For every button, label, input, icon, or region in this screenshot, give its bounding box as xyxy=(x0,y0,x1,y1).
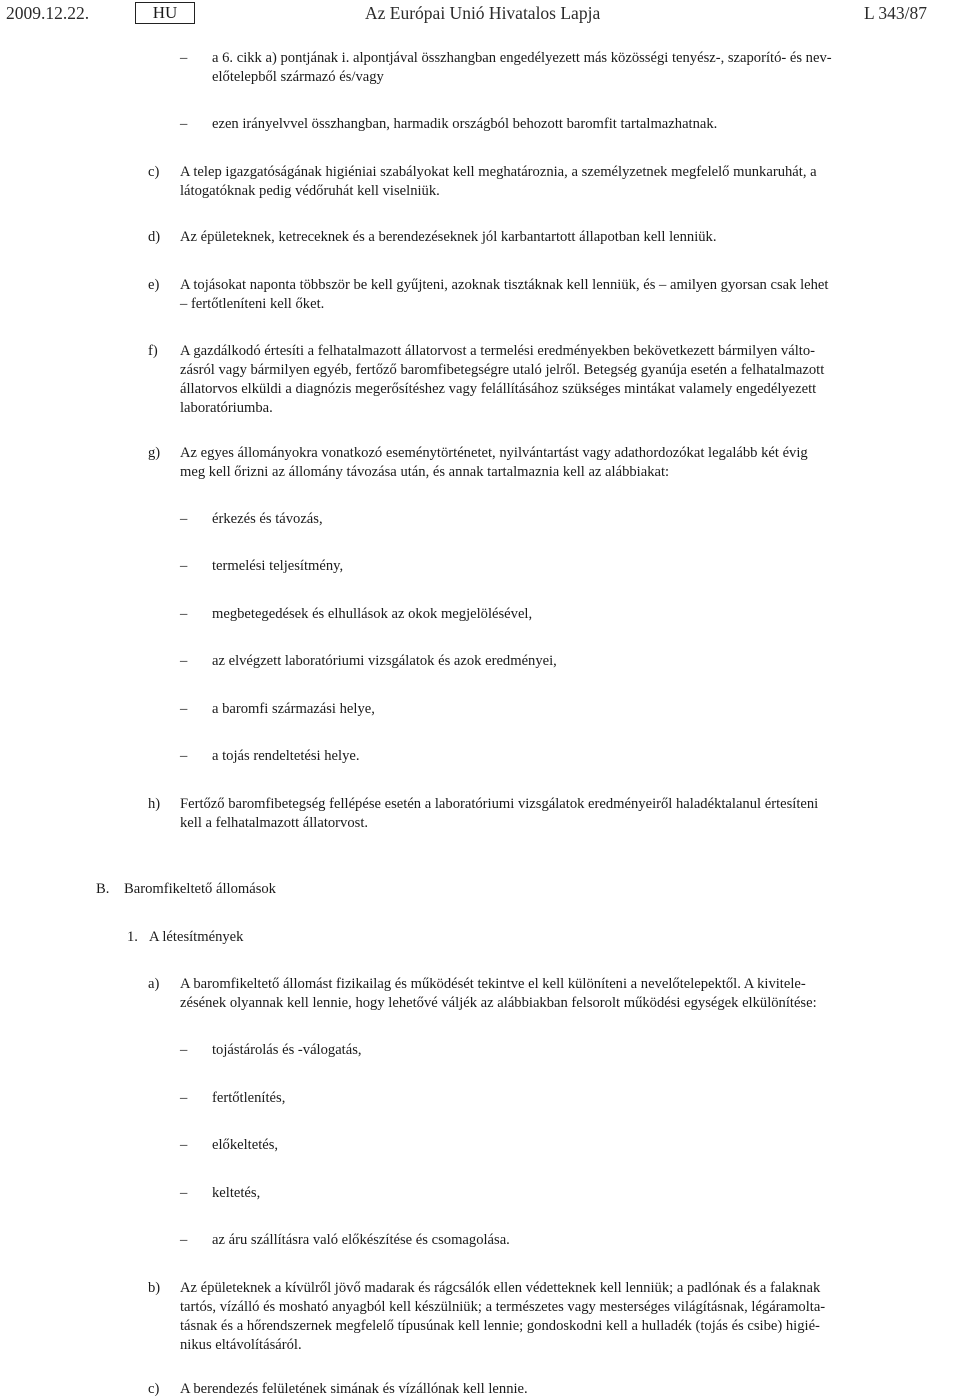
section-label: c) xyxy=(148,1381,160,1397)
list-item-text: a tojás rendeltetési helye. xyxy=(212,748,360,764)
list-item-text: az áru szállításra való előkészítése és csomagolása. xyxy=(212,1232,510,1248)
text-line: előtelepből származó és/vagy xyxy=(212,69,384,85)
dash-marker: – xyxy=(180,1185,188,1201)
subsection-title: A létesítmények xyxy=(149,929,244,945)
list-item-text: fertőtlenítés, xyxy=(212,1090,286,1106)
text-line: tásnak és a hőrendszernek megfelelő típusúnak kell lennie; gondoskodni kell a hulladék (tojás és csibe) higié- xyxy=(180,1318,820,1334)
section-label: b) xyxy=(148,1280,161,1296)
text-line: kell a felhatalmazott állatorvost. xyxy=(180,815,369,831)
list-item-text: előkeltetés, xyxy=(212,1137,279,1153)
part-title: Baromfikeltető állomások xyxy=(124,881,276,897)
list-item-text: tojástárolás és -válogatás, xyxy=(212,1042,362,1058)
dash-marker: – xyxy=(180,1137,188,1153)
text-line: zásról vagy bármilyen egyéb, fertőző baromfibetegségre utaló jelről. Betegség gyanúja esetén a felhatalmazott xyxy=(180,362,825,378)
text-line: Az épületeknek a kívülről jövő madarak és rágcsálók ellen védetteknek kell lenniük; a padlónak és a falaknak xyxy=(180,1280,821,1296)
text-line: A telep igazgatóságának higiéniai szabályokat kell meghatároznia, a személyzetnek megfelelő munkaruhát, a xyxy=(180,164,817,180)
language-code-box: HU xyxy=(135,2,195,24)
text-line: A baromfikeltető állomást fizikailag és működését tekintve el kell különíteni a nevelőtelepektől. A kivitele- xyxy=(180,976,806,992)
text-line: nikus eltávolításáról. xyxy=(180,1337,302,1353)
list-item-text: az elvégzett laboratóriumi vizsgálatok és azok eredményei, xyxy=(212,653,557,669)
list-item-text: termelési teljesítmény, xyxy=(212,558,344,574)
text-line: a 6. cikk a) pontjának i. alpontjával összhangban engedélyezett más közösségi tenyész-, szaporító- és nev- xyxy=(212,50,832,66)
part-label: B. xyxy=(96,881,110,897)
text-line: Fertőző baromfibetegség fellépése esetén a laboratóriumi vizsgálatok eredményeiről haladéktalanul értesíteni xyxy=(180,796,819,812)
dash-marker: – xyxy=(180,1090,188,1106)
dash-marker: – xyxy=(180,701,188,717)
dash-marker: – xyxy=(180,511,188,527)
dash-marker: – xyxy=(180,558,188,574)
section-label: c) xyxy=(148,164,160,180)
section-label: d) xyxy=(148,229,161,245)
section-label: e) xyxy=(148,277,160,293)
page-number: L 343/87 xyxy=(864,3,928,23)
list-item-text: a baromfi származási helye, xyxy=(212,701,375,717)
journal-title: Az Európai Unió Hivatalos Lapja xyxy=(365,3,601,23)
section-label: h) xyxy=(148,796,161,812)
section-label: f) xyxy=(148,343,158,359)
dash-marker: – xyxy=(180,653,188,669)
text-line: Az egyes állományokra vonatkozó eseménytörténetet, nyilvántartást vagy adathordozókat legalább két évig xyxy=(180,445,808,461)
list-item-text: megbetegedések és elhullások az okok megjelölésével, xyxy=(212,606,533,622)
text-line: laboratóriumba. xyxy=(180,400,273,416)
publication-date: 2009.12.22. xyxy=(6,3,90,23)
text-line: Az épületeknek, ketreceknek és a berendezéseknek jól karbantartott állapotban kell lenniük. xyxy=(180,229,717,245)
text-line: – fertőtleníteni kell őket. xyxy=(180,296,325,312)
text-line: állatorvos elküldi a diagnózis megerősítéshez vagy felállításához szükséges mintákat valamely engedélyezett xyxy=(180,381,817,397)
dash-marker: – xyxy=(180,606,188,622)
list-item-text: keltetés, xyxy=(212,1185,261,1201)
text-line: tartós, vízálló és mosható anyagból kell készülniük; a természetes vagy mesterséges világításnak, légáramolta- xyxy=(180,1299,826,1315)
text-line: meg kell őrizni az állomány távozása után, és annak tartalmaznia kell az alábbiakat: xyxy=(180,464,670,480)
list-item-text: érkezés és távozás, xyxy=(212,511,323,527)
dash-marker: – xyxy=(180,50,188,66)
dash-marker: – xyxy=(180,1232,188,1248)
dash-marker: – xyxy=(180,116,188,132)
dash-marker: – xyxy=(180,1042,188,1058)
subsection-label: 1. xyxy=(127,929,138,945)
section-label: g) xyxy=(148,445,161,461)
text-line: ezen irányelvvel összhangban, harmadik országból behozott baromfit tartalmazhatnak. xyxy=(212,116,718,132)
text-line: A gazdálkodó értesíti a felhatalmazott állatorvost a termelési eredményekben bekövetkezett bármilyen válto- xyxy=(180,343,815,359)
text-line: A berendezés felületének simának és vízállónak kell lennie. xyxy=(180,1381,528,1397)
dash-marker: – xyxy=(180,748,188,764)
text-line: A tojásokat naponta többször be kell gyűjteni, azoknak tisztáknak kell lenniük, és – amilyen gyorsan csak lehet xyxy=(180,277,829,293)
section-label: a) xyxy=(148,976,160,992)
text-line: látogatóknak pedig védőruhát kell viselniük. xyxy=(180,183,440,199)
text-line: zésének olyannak kell lennie, hogy lehetővé váljék az alábbiakban felsorolt működési egységek elkülönítése: xyxy=(180,995,817,1011)
